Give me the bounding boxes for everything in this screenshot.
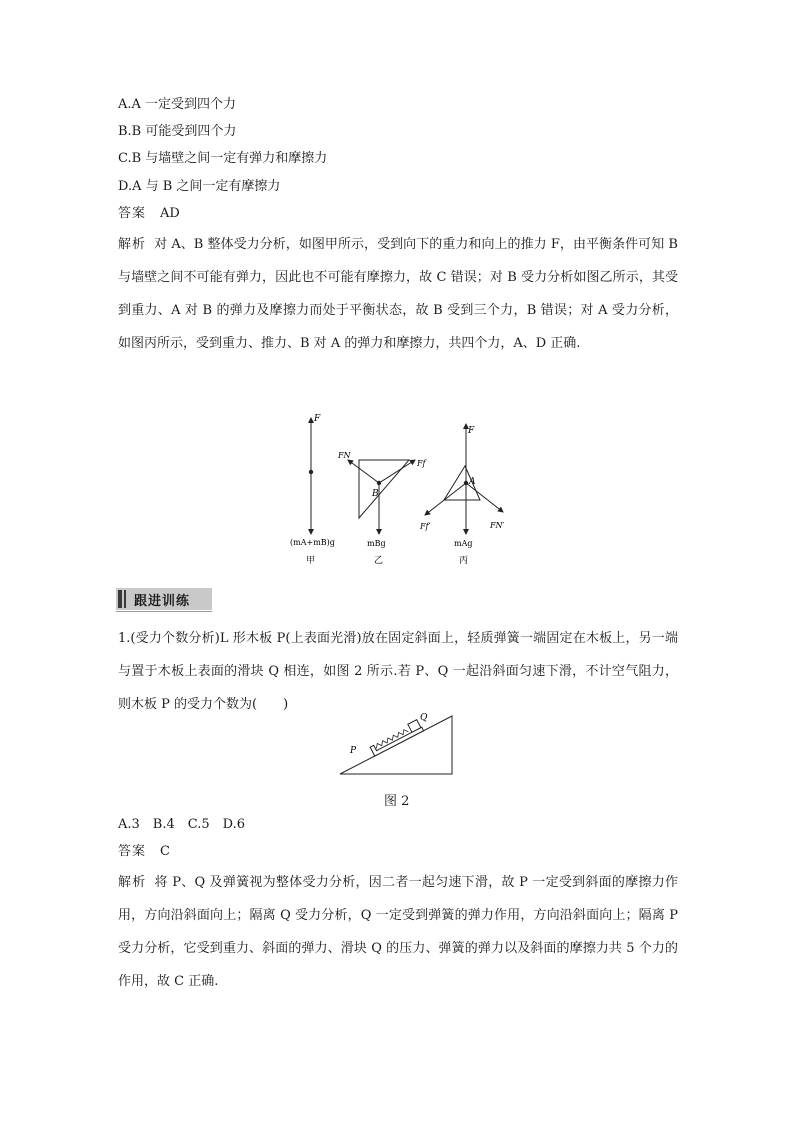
answer-2-line [118,843,170,861]
analysis-2-label: 解析 [118,875,147,890]
option-b: B.B 可能受到四个力 [118,124,237,139]
yi-block-label: B [372,489,379,499]
section-header [116,588,212,610]
label-q: Q [420,713,428,723]
bing-weight-label: mAg [454,539,473,548]
answer-2-label: 答案 [118,844,147,859]
analysis-2-text: 将 P、Q 及弹簧视为整体受力分析，因二者一起匀速下滑，故 P 一定受到斜面的摩擦力作用，方向沿斜面向上；隔离 Q 受力分析，Q 一定受到弹簧的弹力作用，方向沿斜面向上；隔离 P 受力分析，它受到重力、斜面的弹力、滑块 Q 的压力、弹簧的弹力以及斜面的摩擦力共 5 个力的作用，故 C 正确. [118,875,678,989]
bing-fn-label: FN′ [490,521,505,530]
yi-fn-label: FN [338,451,351,460]
answer-2-value: C [160,844,170,859]
question-2-options: A.3 B.4 C.5 D.6 [118,817,245,832]
diagram-yi [337,451,428,566]
answer-value: AD [160,206,180,221]
jia-weight-label: (mA+mB)g [290,538,335,547]
jia-caption: 甲 [306,556,316,566]
option-d: D.A 与 B 之间一定有摩擦力 [118,179,281,194]
question-2-stem: 1.(受力个数分析)L 形木板 P(上表面光滑)放在固定斜面上，轻质弹簧一端固定在木板上，另一端与置于木板上表面的滑块 Q 相连，如图 2 所示.若 P、Q 一起沿斜面匀速下滑，不计空气阻力，则木板 P 的受力个数为( ) [118,631,678,712]
yi-ff-label: Ff [417,459,426,468]
figure-2-caption: 图 2 [384,794,410,809]
diagram-jia [290,414,335,566]
yi-caption: 乙 [374,556,384,566]
bing-force-label: F [468,426,475,436]
figure-2-incline [336,710,458,778]
option-c: C.B 与墙壁之间一定有弹力和摩擦力 [118,151,328,166]
answer-line [118,205,180,223]
force-diagram-figure [280,408,520,568]
diagram-bing [419,424,505,566]
analysis-label: 解析 [118,237,147,252]
bing-caption: 丙 [459,556,469,566]
analysis-text: 对 A、B 整体受力分析，如图甲所示，受到向下的重力和向上的推力 F，由平衡条件可知 B 与墙壁之间不可能有弹力，因此也不可能有摩擦力，故 C 错误；对 B 受力分析如图乙所示，其受到重力、A 对 B 的弹力及摩擦力而处于平衡状态，故 B 受到三个力，B 错误；对 A 受力分析，如图丙所示，受到重力、推力、B 对 A 的弹力和摩擦力，共四个力，A、D 正确. [118,237,678,351]
analysis-paragraph [118,228,678,360]
label-p: P [350,746,357,756]
bing-block-label: A [469,477,476,487]
jia-force-label: F [314,414,321,424]
section-title: 跟进训练 [134,594,191,609]
yi-weight-label: mBg [367,539,386,548]
option-a: A.A 一定受到四个力 [118,97,237,112]
analysis-2-paragraph [118,866,678,998]
bing-ff-label: Ff′ [420,522,431,531]
answer-label: 答案 [118,206,147,221]
